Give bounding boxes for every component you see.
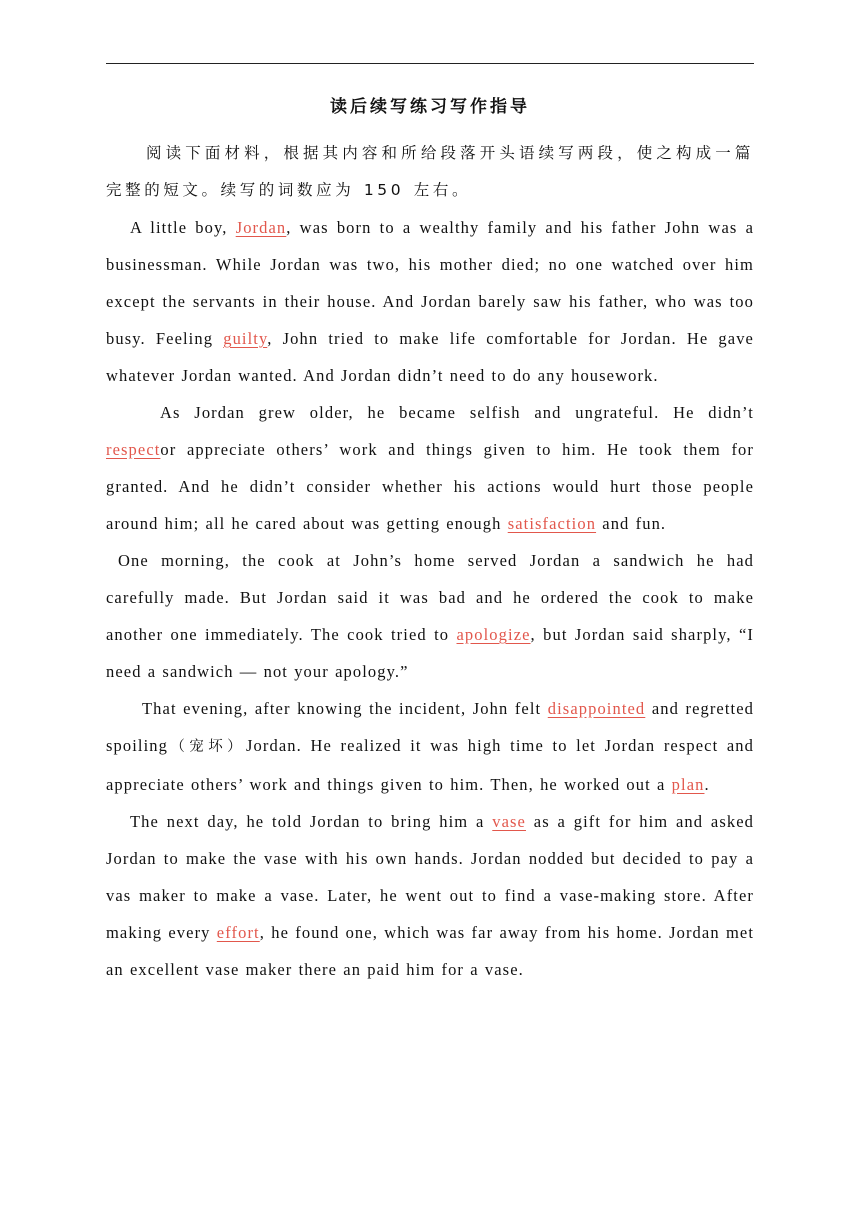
paragraph-text: The next day, he told Jordan to bring him a xyxy=(130,812,493,831)
paragraph-text: A little boy, xyxy=(130,218,236,237)
story-paragraph-2 xyxy=(106,394,754,542)
vocab-highlight-effort: effort xyxy=(216,923,260,942)
paragraph-text: , was born to a wealthy family and his father John was a businessman. While Jordan was two, his mother died; no one watched over him except the servants in their house. And Jordan barely saw his father, who was too busy. Feeling xyxy=(106,218,754,348)
vocab-highlight-apologize: apologize xyxy=(456,625,531,644)
paragraph-text: , John tried to make life comfortable for Jordan. He gave whatever Jordan wanted. And Jordan didn’t need to do any housework. xyxy=(106,329,754,385)
vocab-highlight-satisfaction: satisfaction xyxy=(507,514,597,533)
document-body xyxy=(106,135,754,988)
paragraph-text: That evening, after knowing the incident, John felt xyxy=(142,699,548,718)
paragraph-text: , but Jordan said sharply, “I need a sandwich — not your apology.” xyxy=(106,625,754,681)
story-paragraph-3 xyxy=(106,542,754,690)
vocab-highlight-disappointed: disappointed xyxy=(547,699,646,718)
paragraph-text: , he found one, which was far away from his home. Jordan met an excellent vase maker there an paid him for a vase. xyxy=(106,923,754,979)
vocab-highlight-plan: plan xyxy=(671,775,705,794)
vocab-highlight-guilty: guilty xyxy=(223,329,268,348)
paragraph-text: and regretted spoiling xyxy=(106,699,754,755)
instructions-paragraph: 阅读下面材料，根据其内容和所给段落开头语续写两段，使之构成一篇完整的短文。续写的词数应为 150 左右。 xyxy=(106,144,754,199)
vocab-highlight-vase: vase xyxy=(492,812,526,831)
paragraph-text: One morning, the cook at John’s home served Jordan a sandwich he had carefully made. But Jordan said it was bad and he ordered the cook to make another one immediately. The cook tried to xyxy=(106,551,754,644)
paragraph-text: as a gift for him and asked Jordan to make the vase with his own hands. Jordan nodded but decided to pay a vas maker to make a vase. Later, he went out to find a vase-making store. After making every xyxy=(106,812,754,942)
paragraph-text: and fun. xyxy=(596,514,667,533)
vocab-highlight-respect: respect xyxy=(106,440,161,459)
paragraph-text: Jordan. He realized it was high time to let Jordan respect and appreciate others’ work and things given to him. Then, he worked out a xyxy=(106,736,755,794)
paragraph-text: or appreciate others’ work and things given to him. He took them for granted. And he didn’t consider whether his actions would hurt those people around him; all he cared about was getting enough xyxy=(106,440,754,533)
story-paragraph-4 xyxy=(106,690,754,803)
story-paragraph-1 xyxy=(106,209,754,394)
header-rule xyxy=(106,63,754,64)
paragraph-text: . xyxy=(704,775,710,794)
story-paragraph-5 xyxy=(106,803,754,988)
paragraph-text: As Jordan grew older, he became selfish and ungrateful. He didn’t xyxy=(160,403,754,422)
vocab-highlight-jordan: Jordan xyxy=(235,218,287,237)
chinese-gloss: （宠坏） xyxy=(167,739,247,755)
page-title: 读后续写练习写作指导 xyxy=(330,97,530,117)
